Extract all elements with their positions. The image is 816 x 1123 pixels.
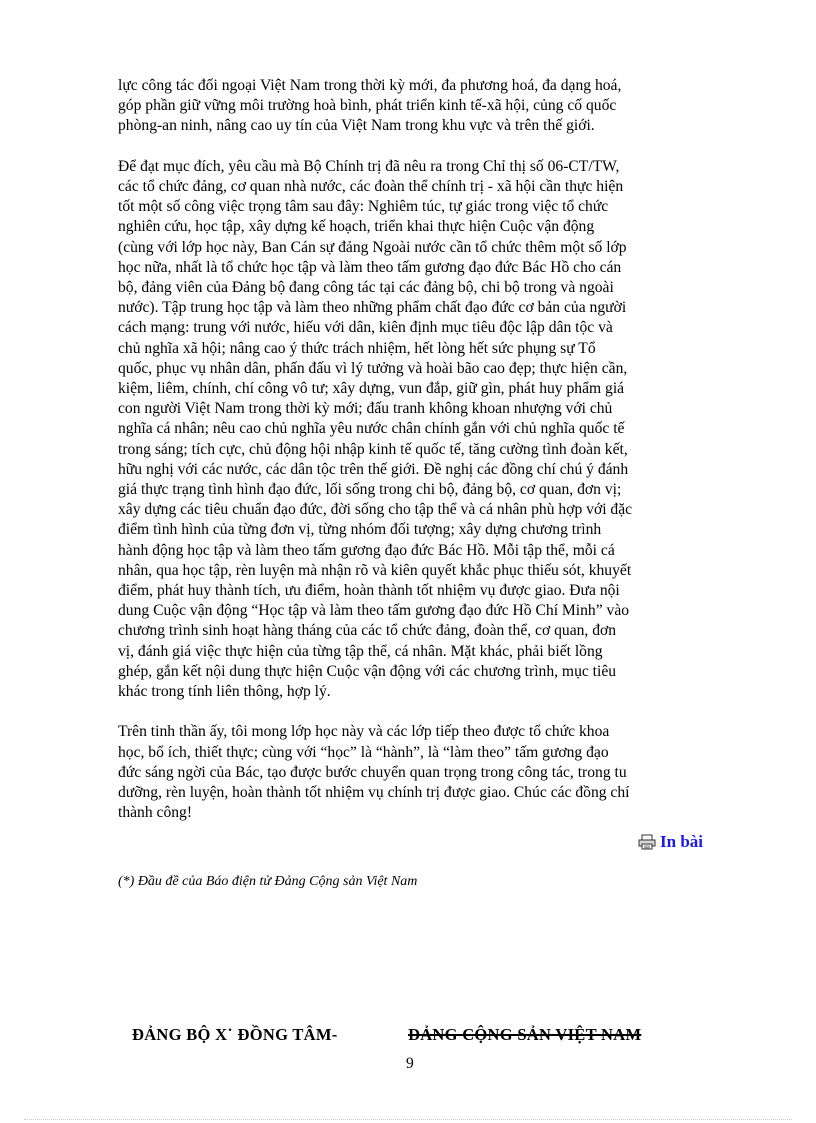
text-line: bộ, đảng viên của Đảng bộ đang công tác tại các đảng bộ, chi bộ trong và ngoài [118,279,614,297]
text-line: hữu nghị với các nước, các dân tộc trên thế giới. Đề nghị các đồng chí chú ý đánh [118,460,629,478]
text-line: nghĩa cá nhân; nêu cao chủ nghĩa yêu nước chân chính gắn với chủ nghĩa quốc tế [118,420,625,438]
text-line: học nữa, nhất là tổ chức học tập và làm theo tấm gương đạo đức Bác Hồ cho cán [118,258,622,276]
text-line: thành công! [118,804,193,822]
text-line: góp phần giữ vững môi trường hoà bình, phát triển kinh tế-xã hội, củng cố quốc [118,97,617,115]
text-line: trong sáng; tích cực, chủ động hội nhập kinh tế quốc tế, tăng cường tình đoàn kết, [118,440,628,458]
paragraph-2 [118,157,710,702]
text-line: điểm, phát huy thành tích, ưu điểm, hoàn thành tốt nhiệm vụ được giao. Đưa nội [118,582,620,600]
text-line: nghiên cứu, học tập, xây dựng kế hoạch, triển khai thực hiện Cuộc vận động [118,218,595,236]
text-line: các tổ chức đảng, cơ quan nhà nước, các đoàn thể chính trị - xã hội cần thực hiện [118,178,624,195]
text-line: kiệm, liêm, chính, chí công vô tư; xây dựng, vun đắp, giữ gìn, phát huy phẩm giá [118,380,625,398]
text-line: nhân, qua học tập, rèn luyện mà nhận rõ và kiên quyết khắc phục thiếu sót, khuyết [118,561,632,579]
text-line: chủ nghĩa xã hội; nâng cao ý thức trách nhiệm, hết lòng hết sức phụng sự Tổ [118,339,596,357]
text-line: xây dựng các tiêu chuẩn đạo đức, đời sống cho tập thể và cá nhân phù hợp với đặc [118,501,633,519]
text-line: quốc, phục vụ nhân dân, phấn đấu vì lý tưởng và hoài bão cao đẹp; thực hiện cần, [118,359,628,377]
text-line: đức sáng ngời của Bác, tạo được bước chuyển quan trọng trong công tác, trong tu [118,763,627,781]
page-bottom-divider [24,1119,792,1120]
text-line: điểm tình hình của từng đơn vị, từng nhóm đối tượng; xây dựng chương trình [118,521,602,539]
text-line: dưỡng, rèn luyện, hoàn thành tốt nhiệm vụ chính trị được giao. Chúc các đồng chí [118,784,630,802]
text-line: hành động học tập và làm theo tấm gương đạo đức Bác Hồ. Mỗi tập thể, mỗi cá [118,541,615,559]
text-line: vị, đánh giá việc thực hiện của từng tập thể, cá nhân. Mặt khác, phải biết lồng [118,642,603,660]
text-line: dung Cuộc vận động “Học tập và làm theo tấm gương đạo đức Hồ Chí Minh” vào [118,602,630,620]
print-article-link[interactable] [638,832,703,852]
text-line: khác trong tính liên thông, hợp lý. [118,683,331,701]
text-line: học, bổ ích, thiết thực; cùng với “học” là “hành”, là “làm theo” tấm gương đạo [118,743,609,761]
text-line: chương trình sinh hoạt hàng tháng của các tổ chức đảng, đoàn thể, cơ quan, đơn [118,622,617,640]
footer-left-text: ĐẢNG BỘ X˙ ĐỒNG TÂM- [132,1025,338,1044]
footnote: (*) Đầu đề của Báo điện tử Đảng Cộng sản Việt Nam [118,874,418,889]
text-line: lực công tác đối ngoại Việt Nam trong thời kỳ mới, đa phương hoá, đa dạng hoá, [118,77,622,94]
footer-right-text: ĐẢNG CỘNG SẢN VIỆT NAM [408,1025,642,1044]
article-body [118,76,710,844]
text-line: con người Việt Nam trong thời kỳ mới; đấu tranh không khoan nhượng với chủ [118,400,613,418]
paragraph-3 [118,722,710,823]
text-line: (cùng với lớp học này, Ban Cán sự đảng Ngoài nước cần tổ chức thêm một số lớp [118,238,627,256]
text-line: cách mạng: trung với nước, hiếu với dân, kiên định mục tiêu độc lập dân tộc và [118,319,613,337]
printer-icon[interactable] [638,834,656,850]
text-line: Trên tinh thần ấy, tôi mong lớp học này và các lớp tiếp theo được tổ chức khoa [118,723,610,741]
paragraph-1 [118,76,710,137]
text-line: giá thực trạng tình hình đạo đức, lối sống trong chi bộ, đảng bộ, cơ quan, đơn vị; [118,481,622,499]
page-number: 9 [406,1055,414,1072]
text-line: phòng-an ninh, nâng cao uy tín của Việt Nam trong khu vực và trên thế giới. [118,117,595,135]
print-link-label[interactable]: In bài [660,832,703,851]
text-line: nước). Tập trung học tập và làm theo những phẩm chất đạo đức cơ bản của người [118,299,627,317]
text-line: tốt một số công việc trọng tâm sau đây: Nghiêm túc, tự giác trong việc tổ chức [118,198,609,216]
text-line: Để đạt mục đích, yêu cầu mà Bộ Chính trị đã nêu ra trong Chỉ thị số 06-CT/TW, [118,157,620,175]
text-line: ghép, gắn kết nội dung thực hiện Cuộc vận động với các chương trình, mục tiêu [118,662,617,680]
